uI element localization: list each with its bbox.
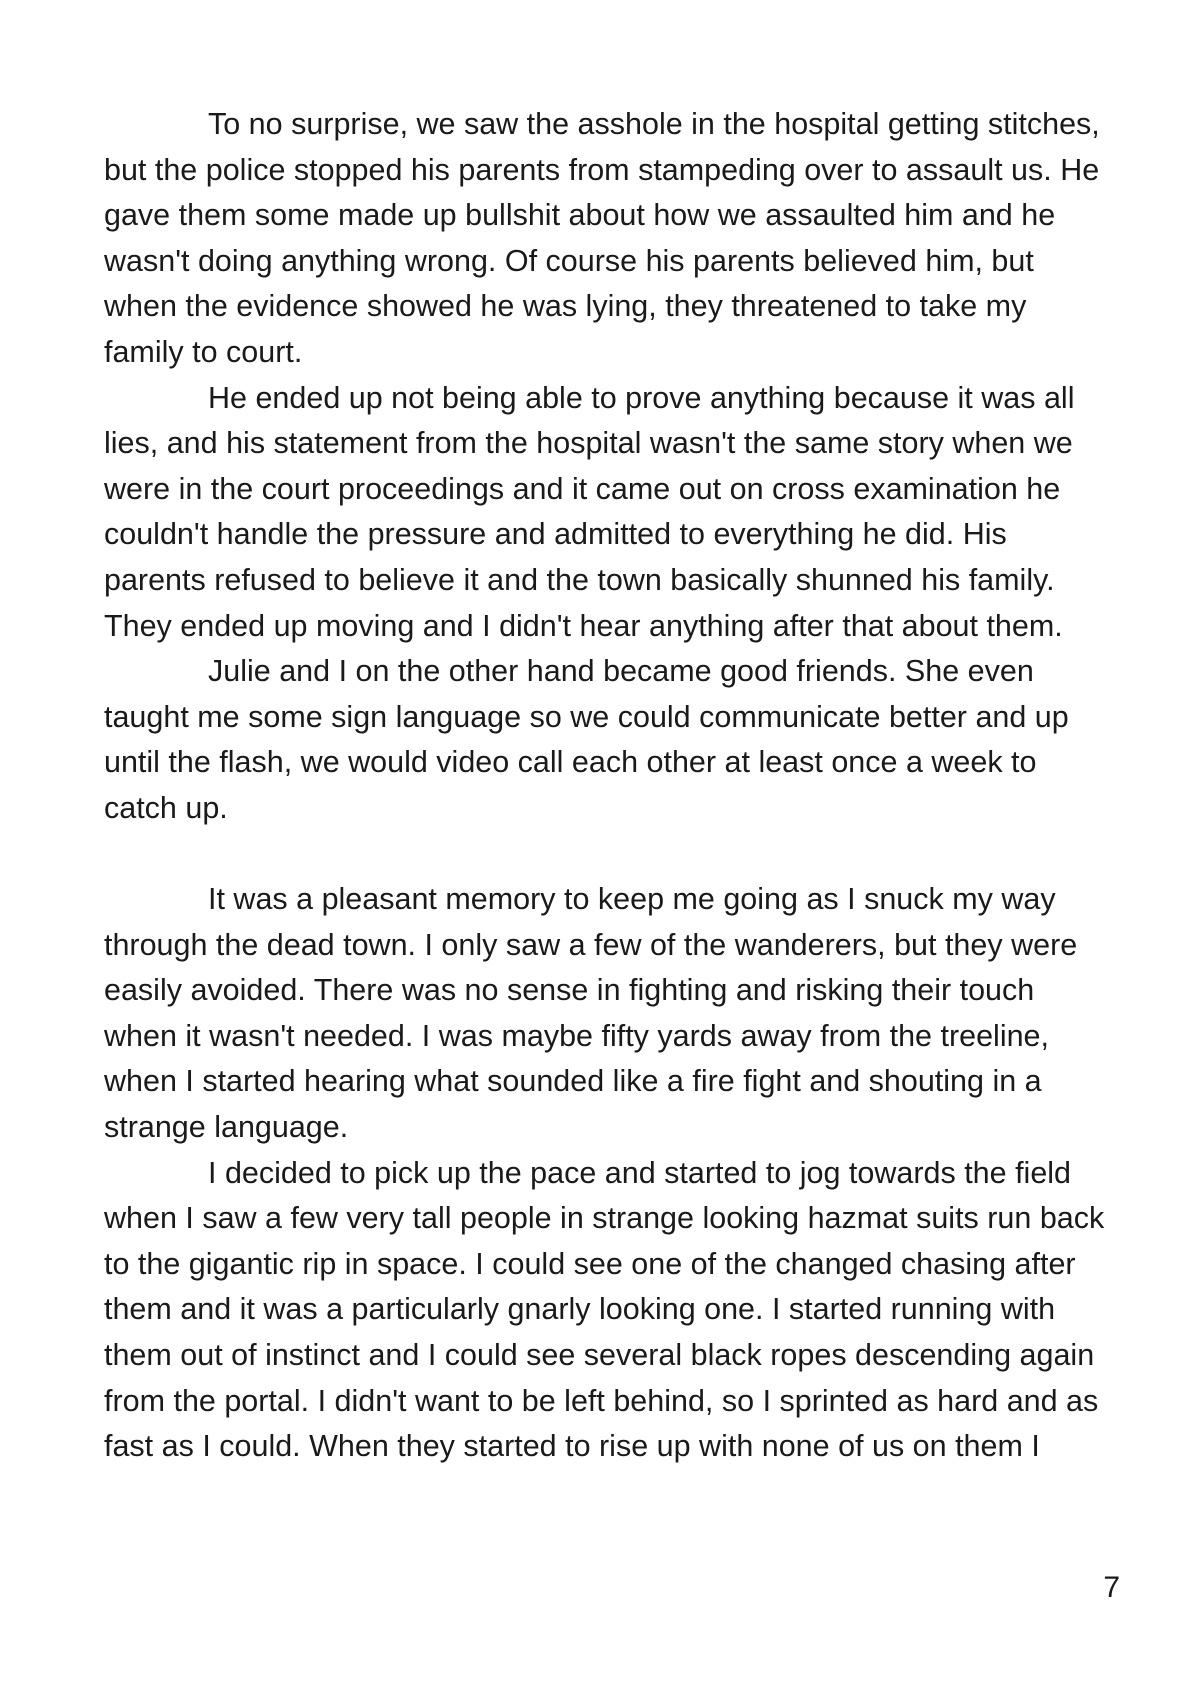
paragraph: He ended up not being able to prove anything because it was all lies, and his statement from the hospital wasn't the same story when we were in the court proceedings and it came out on cross examination he couldn't handle the pressure and admitted to everything he did. His parents refused to believe it and the town basically shunned his family. They ended up moving and I didn't hear anything after that about them. bbox=[104, 380, 1075, 643]
scene-break bbox=[104, 832, 1114, 878]
paragraph: It was a pleasant memory to keep me going as I snuck my way through the dead town. I only saw a few of the wanderers, but they were easily avoided. There was no sense in fighting and risking their touch when it wasn't needed. I was maybe fifty yards away from the treeline, when I started hearing what sounded like a fire fight and shouting in a strange language. bbox=[104, 882, 1078, 1145]
paragraph: To no surprise, we saw the asshole in the hospital getting stitches, but the police stopped his parents from stampeding over to assault us. He gave them some made up bullshit about how we assaulted him and he wasn't doing anything wrong. Of course his parents believed him, but when the evidence showed he was lying, they threatened to take my family to court. bbox=[104, 107, 1100, 369]
body-text bbox=[104, 102, 1114, 1470]
paragraph: Julie and I on the other hand became good friends. She even taught me some sign language so we could communicate better and up until the flash, we would video call each other at least once a week to catch up. bbox=[104, 654, 1069, 825]
page-number: 7 bbox=[1103, 1571, 1120, 1604]
paragraph: I decided to pick up the pace and started to jog towards the field when I saw a few very tall people in strange looking hazmat suits run back to the gigantic rip in space. I could see one of the changed chasing after them and it was a particularly gnarly looking one. I started running with them out of instinct and I could see several black ropes descending again from the portal. I didn't want to be left behind, so I sprinted as hard and as fast as I could. When they started to rise up with none of us on them I bbox=[104, 1155, 1105, 1464]
